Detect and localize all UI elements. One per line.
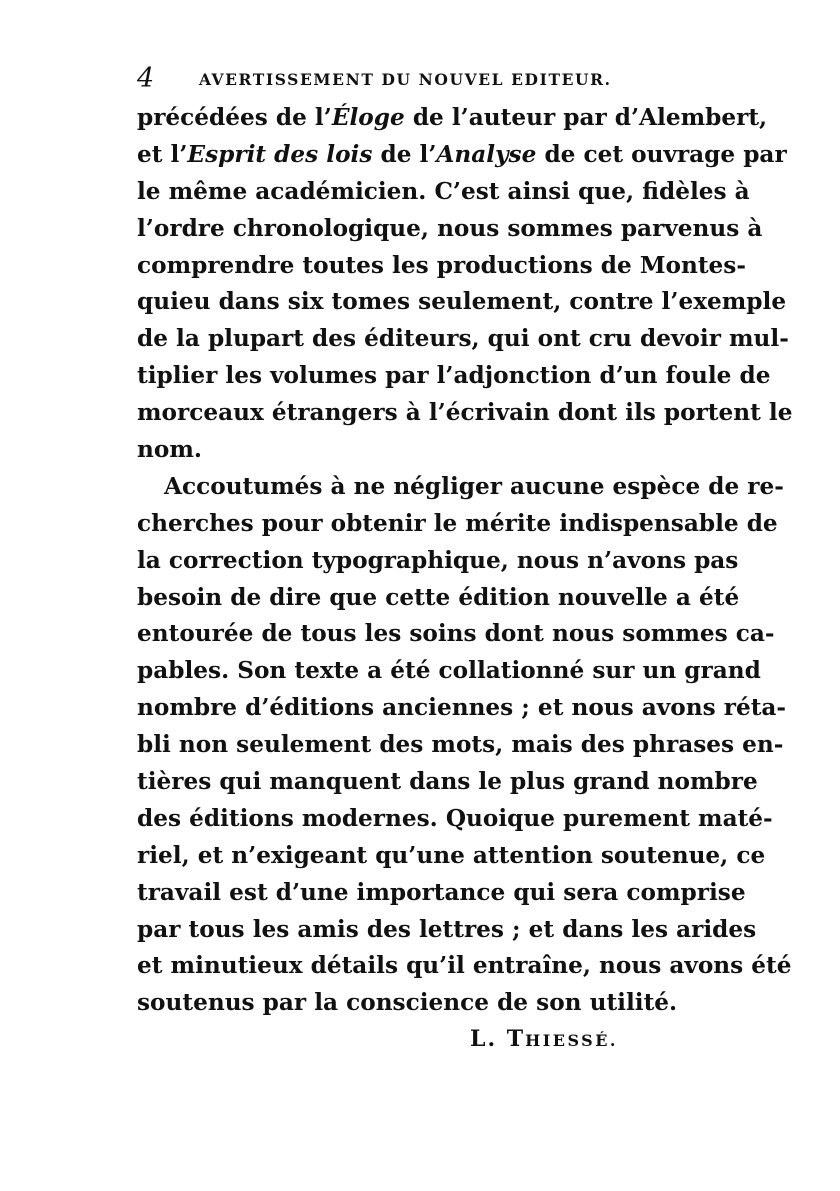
paragraph-2-line-1: Accoutumés à ne négliger aucune espèce de re-: [164, 472, 784, 500]
text-span: précédées de l’: [137, 104, 332, 131]
paragraph-2-line-10: des éditions modernes. Quoique purement maté-: [137, 804, 773, 832]
italic-title-eloge: Éloge: [331, 104, 405, 131]
text-span: de l’: [372, 140, 437, 168]
paragraph-1-line-7: de la plupart des éditeurs, qui ont cru devoir mul-: [137, 325, 789, 353]
paragraph-2-line-2: cherches pour obtenir le mérite indispensable de: [137, 509, 778, 537]
text-span: de cet ouvrage par: [536, 140, 787, 168]
running-title: AVERTISSEMENT DU NOUVEL EDITEUR.: [199, 70, 612, 89]
paragraph-2-line-15: soutenus par la conscience de son utilité.: [137, 989, 678, 1017]
paragraph-2-line-12: travail est d’une importance qui sera comprise: [137, 878, 746, 906]
paragraph-1-line-9: morceaux étrangers à l’écrivain dont ils portent le: [137, 399, 793, 427]
paragraph-1-line-8: tiplier les volumes par l’adjonction d’un foule de: [137, 362, 771, 390]
text-span: de l’auteur par d’Alembert,: [404, 104, 768, 131]
paragraph-1-line-5: comprendre toutes les productions de Montes-: [137, 251, 746, 279]
paragraph-2-line-14: et minutieux détails qu’il entraîne, nous avons été: [137, 952, 792, 980]
body-text: [137, 100, 793, 1022]
paragraph-2-line-4: besoin de dire que cette édition nouvelle a été: [137, 583, 740, 611]
paragraph-2-line-8: bli non seulement des mots, mais des phrases en-: [137, 731, 784, 759]
page-number: 4: [137, 63, 155, 94]
paragraph-2-line-11: riel, et n’exigeant qu’une attention soutenue, ce: [137, 841, 766, 869]
italic-title-analyse: Analyse: [436, 140, 537, 168]
paragraph-1-line-3: le même académicien. C’est ainsi que, fidèles à: [137, 177, 750, 205]
signature-initial: L. T: [470, 1026, 526, 1052]
italic-title-esprit-des-lois: Esprit des lois: [187, 140, 373, 168]
text-span: et l’: [137, 140, 188, 168]
paragraph-1-line-4: l’ordre chronologique, nous sommes parvenus à: [137, 214, 763, 242]
paragraph-1-line-6: quieu dans six tomes seulement, contre l’exemple: [137, 288, 787, 316]
paragraph-1-line-10: nom.: [137, 436, 202, 464]
paragraph-2-line-5: entourée de tous les soins dont nous sommes ca-: [137, 620, 775, 648]
paragraph-2-line-13: par tous les amis des lettres ; et dans les arides: [137, 915, 757, 943]
signature-surname: HIESSÉ.: [525, 1031, 618, 1050]
paragraph-2-line-6: pables. Son texte a été collationné sur un grand: [137, 657, 761, 685]
paragraph-1-line-2: [137, 137, 787, 174]
paragraph-2-line-9: tières qui manquent dans le plus grand nombre: [137, 768, 758, 796]
running-head: [137, 62, 697, 96]
paragraph-2-line-3: la correction typographique, nous n’avons pas: [137, 546, 739, 574]
paragraph-1-line-1: [137, 100, 768, 137]
paragraph-2-line-7: nombre d’éditions anciennes ; et nous avons réta-: [137, 694, 787, 722]
signature: [470, 1021, 618, 1059]
